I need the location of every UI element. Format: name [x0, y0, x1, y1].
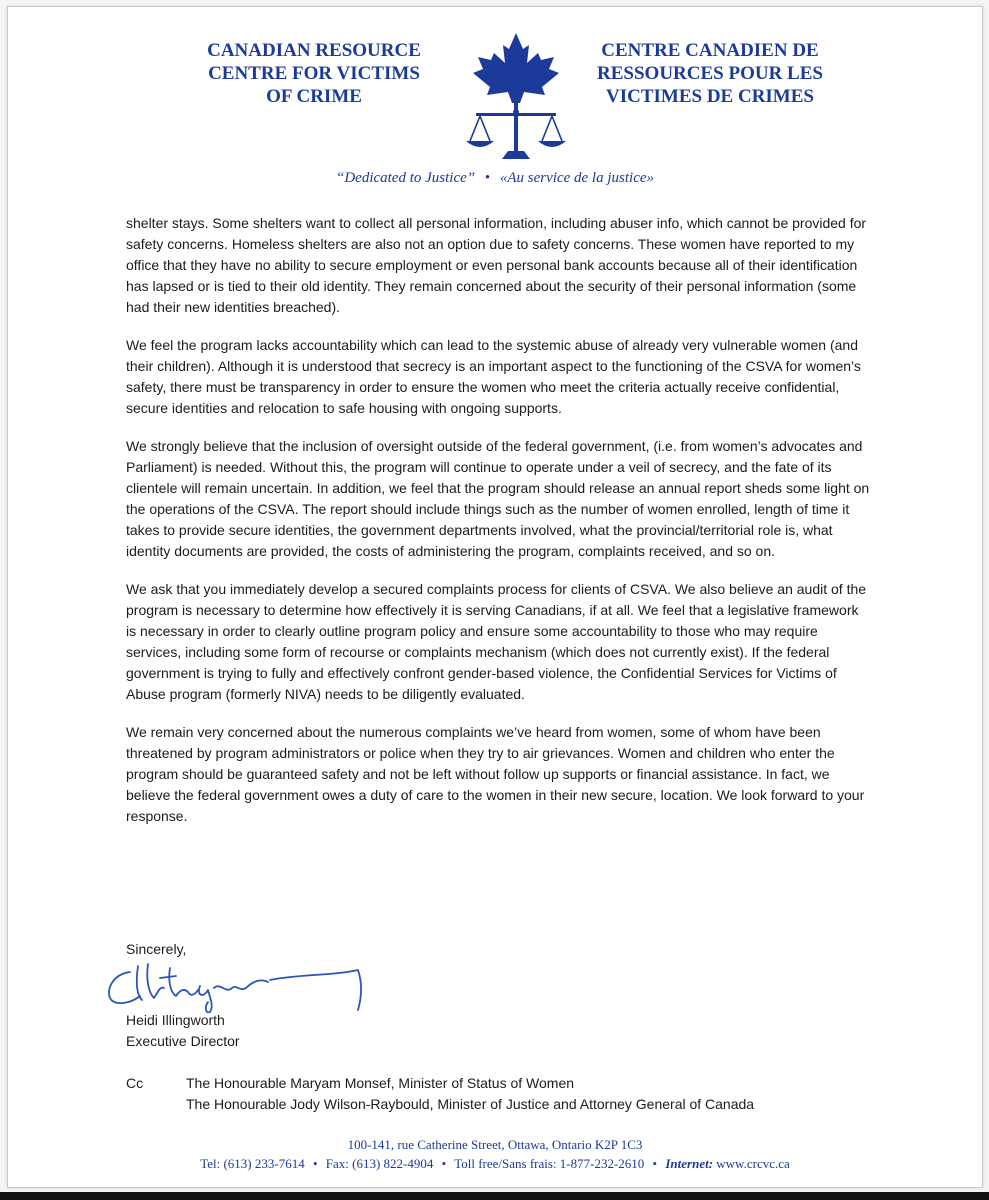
signer-title: Executive Director	[126, 1033, 240, 1049]
body-paragraph: We remain very concerned about the numerous complaints we’ve heard from women, some of whom have been threatened by program administrators or police when they try to air grievances. Women and children who enter the program should be guaranteed safety and not be left without follow up supports or financial assistance. In fact, we believe the federal government owes a duty of care to the women in their new secure, location. We look forward to your response.	[126, 724, 865, 824]
screen-bottom-bar	[0, 1192, 989, 1200]
footer-internet-url: www.crcvc.ca	[716, 1156, 790, 1171]
maple-leaf-scales-of-justice-icon	[462, 29, 570, 165]
org-name-english-line: OF CRIME	[266, 86, 362, 107]
org-name-english-line: CENTRE FOR VICTIMS	[208, 63, 420, 84]
letterhead-footer	[8, 1135, 982, 1173]
letter-body	[126, 213, 870, 844]
org-name-french	[575, 39, 845, 108]
cc-recipient: The Honourable Maryam Monsef, Minister of Status of Women	[186, 1075, 575, 1091]
handwritten-signature-icon	[100, 952, 380, 1018]
body-paragraph: We ask that you immediately develop a secured complaints process for clients of CSVA. We also believe an audit of the program is necessary to determine how effectively it is serving Canadians, if at all. We feel that a legislative framework is necessary in order to clearly outline program policy and ensure some accountability to those who may require services, including some form of recourse or complaints mechanism (which does not currently exist). If the federal government is trying to fully and effectively confront gender-based violence, the Confidential Services for Victims of Abuse program (formerly NIVA) needs to be diligently evaluated.	[126, 581, 867, 702]
footer-bullet: •	[652, 1156, 658, 1171]
footer-internet-label: Internet:	[665, 1156, 714, 1171]
org-name-french-line: VICTIMES DE CRIMES	[606, 86, 814, 107]
org-name-english-line: CANADIAN RESOURCE	[207, 40, 421, 61]
cc-recipient-list	[186, 1073, 886, 1115]
salutation: Sincerely,	[126, 941, 187, 957]
footer-bullet: •	[441, 1156, 447, 1171]
tagline-english: “Dedicated to Justice”	[335, 170, 476, 186]
tagline	[8, 170, 982, 187]
footer-tollfree: Toll free/Sans frais: 1-877-232-2610	[454, 1156, 645, 1171]
signer-block	[126, 1010, 240, 1052]
tagline-separator: •	[484, 170, 491, 186]
cc-recipient: The Honourable Jody Wilson-Raybould, Minister of Justice and Attorney General of Canada	[186, 1096, 755, 1112]
footer-tel: Tel: (613) 233-7614	[200, 1156, 305, 1171]
footer-contact-line	[8, 1154, 982, 1173]
tagline-french: «Au service de la justice»	[499, 170, 655, 186]
letter-page	[7, 6, 983, 1188]
org-name-french-line: CENTRE CANADIEN DE	[601, 40, 819, 61]
footer-bullet: •	[312, 1156, 318, 1171]
body-paragraph: We feel the program lacks accountability which can lead to the systemic abuse of already very vulnerable women (and their children). Although it is understood that secrecy is an important aspect to the functioning of the CSVA for women’s safety, there must be transparency in order to ensure the women who meet the criteria actually receive confidential, secure identities and relocation to safe housing with ongoing supports.	[126, 337, 861, 416]
body-paragraph: shelter stays. Some shelters want to collect all personal information, including abuser info, which cannot be provided for safety concerns. Homeless shelters are also not an option due to safety concerns. These women have reported to my office that they have no ability to secure employment or even personal bank accounts because all of their identification has lapsed or is tied to their old identity. They remain concerned about the security of their personal information (some had their new identities breached).	[126, 215, 867, 315]
body-paragraph: We strongly believe that the inclusion of oversight outside of the federal government, (i.e. from women’s advocates and Parliament) is needed. Without this, the program will continue to operate under a veil of secrecy, and the fate of its clientele will remain uncertain. In addition, we feel that the program should release an annual report sheds some light on the operations of the CSVA. The report should include things such as the number of women enrolled, length of time it takes to provide secure identities, the government departments involved, what the provincial/territorial role is, what identity documents are provided, the costs of administering the program, complaints received, and so on.	[126, 438, 870, 559]
org-name-english	[184, 39, 444, 108]
cc-label: Cc	[126, 1075, 144, 1091]
signer-name: Heidi Illingworth	[126, 1012, 225, 1028]
org-name-french-line: RESSOURCES POUR LES	[597, 63, 823, 84]
footer-fax: Fax: (613) 822-4904	[325, 1156, 434, 1171]
footer-address: 100-141, rue Catherine Street, Ottawa, Ontario K2P 1C3	[347, 1137, 643, 1152]
